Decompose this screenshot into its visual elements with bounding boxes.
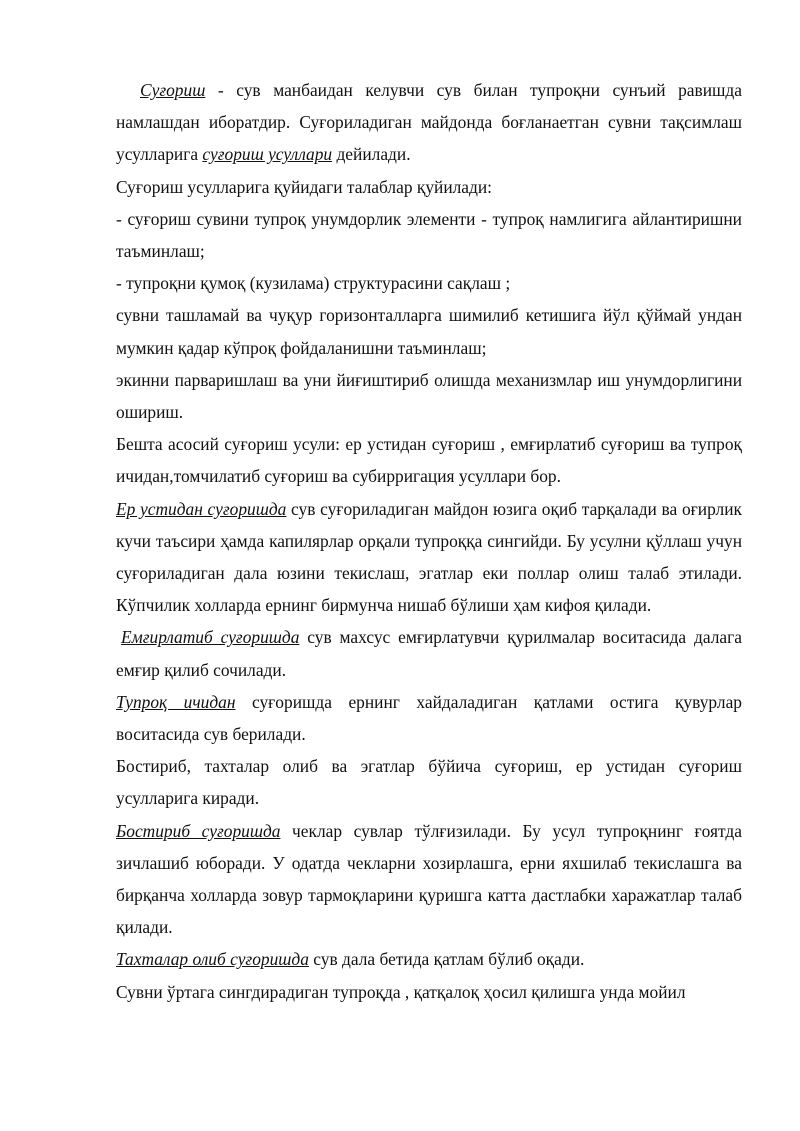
term-surface-irrigation: Ер устидан суғоришда bbox=[116, 498, 287, 519]
term-subsoil-irrigation: Тупроқ ичидан bbox=[116, 691, 236, 712]
list-item-requirement-1: - суғориш сувини тупроқ унумдорлик элементи - тупроқ намлигига айлантиришни таъминлаш; bbox=[116, 208, 742, 262]
paragraph-text: сув махсус емғирлатувчи қурилмалар воситасида далага емғир қилиб сочилади. bbox=[116, 627, 742, 680]
paragraph-five-methods: Бешта асосий суғориш усули: ер устидан суғориш , емғирлатиб суғориш ва тупроқ ичидан,томчилатиб суғориш ва субирригация усуллари бор. bbox=[116, 434, 742, 487]
paragraph-requirements-intro: Суғориш усулларига қуйидаги талаблар қуйилади: bbox=[116, 176, 493, 197]
term-border-irrigation: Тахталар олиб суғоришда bbox=[116, 949, 309, 970]
paragraph-text: чеклар сувлар тўлғизилади. Бу усул тупроқнинг ғоятда зичлашиб юборади. У одатда чекларни хозирлашга, ерни яхшилаб текислашга ва бирқанча холларда зовур тармоқларини қуришга катта дастлабки харажатлар талаб қилади. bbox=[116, 820, 742, 938]
paragraph-subsoil-irrigation bbox=[116, 686, 742, 750]
paragraph-text: суғоришда ернинг хайдаладиган қатлами остига қувурлар воситасида сув берилади. bbox=[116, 691, 742, 745]
paragraph-last-line: Сувни ўртага сингдирадиган тупроқда , қатқалоқ ҳосил қилишга унда мойил bbox=[116, 981, 686, 1002]
term-sprinkler-irrigation: Емғирлатиб суғоришда bbox=[121, 627, 300, 648]
list-item-requirement-3: сувни ташламай ва чуқур горизонталларга шимилиб кетишига йўл қўймай ундан мумкин қадар кўпроқ фойдаланишни таъминлаш; bbox=[116, 305, 742, 358]
paragraph-text: сув дала бетида қатлам бўлиб оқади. bbox=[308, 949, 585, 970]
paragraph-methods-list: Бостириб, тахталар олиб ва эгатлар бўйича суғориш, ер устидан суғориш усулларига киради. bbox=[116, 756, 742, 809]
term-sugorish: Суғориш bbox=[140, 80, 206, 100]
term-sugorish-usullari: суғориш усуллари bbox=[202, 144, 333, 165]
list-item-requirement-2: - тупроқни қумоқ (кузилама) структурасини сақлаш ; bbox=[116, 273, 511, 294]
paragraph-text: - сув манбаидан келувчи сув билан тупроқни сунъий равишда намлашдан иборатдир. Суғориладиган майдонда боғланаетган сувни тақсимлаш усулларига bbox=[116, 80, 742, 165]
paragraph-flood-irrigation bbox=[116, 815, 742, 944]
paragraph-text: дейилади. bbox=[332, 144, 411, 165]
paragraph-sprinkler-irrigation bbox=[116, 621, 742, 685]
document-body bbox=[116, 74, 742, 1008]
list-item-requirement-4: экинни парваришлаш ва уни йиғиштириб олишда механизмлар иш унумдорлигини ошириш. bbox=[116, 369, 742, 423]
paragraph-border-irrigation bbox=[116, 943, 742, 975]
paragraph-text: сув суғориладиган майдон юзига оқиб тарқалади ва оғирлик кучи таъсири ҳамда капилярлар орқали тупроққа сингийди. Бу усулни қўллаш учун суғориладиган дала юзини текислаш, эгатлар еки поллар олиш талаб этилади. Кўпчилик холларда ернинг бирмунча нишаб бўлиши ҳам кифоя қилади. bbox=[116, 498, 742, 616]
paragraph-definition bbox=[116, 74, 742, 171]
paragraph-surface-irrigation bbox=[116, 493, 742, 622]
term-flood-irrigation: Бостириб суғоришда bbox=[116, 820, 281, 841]
